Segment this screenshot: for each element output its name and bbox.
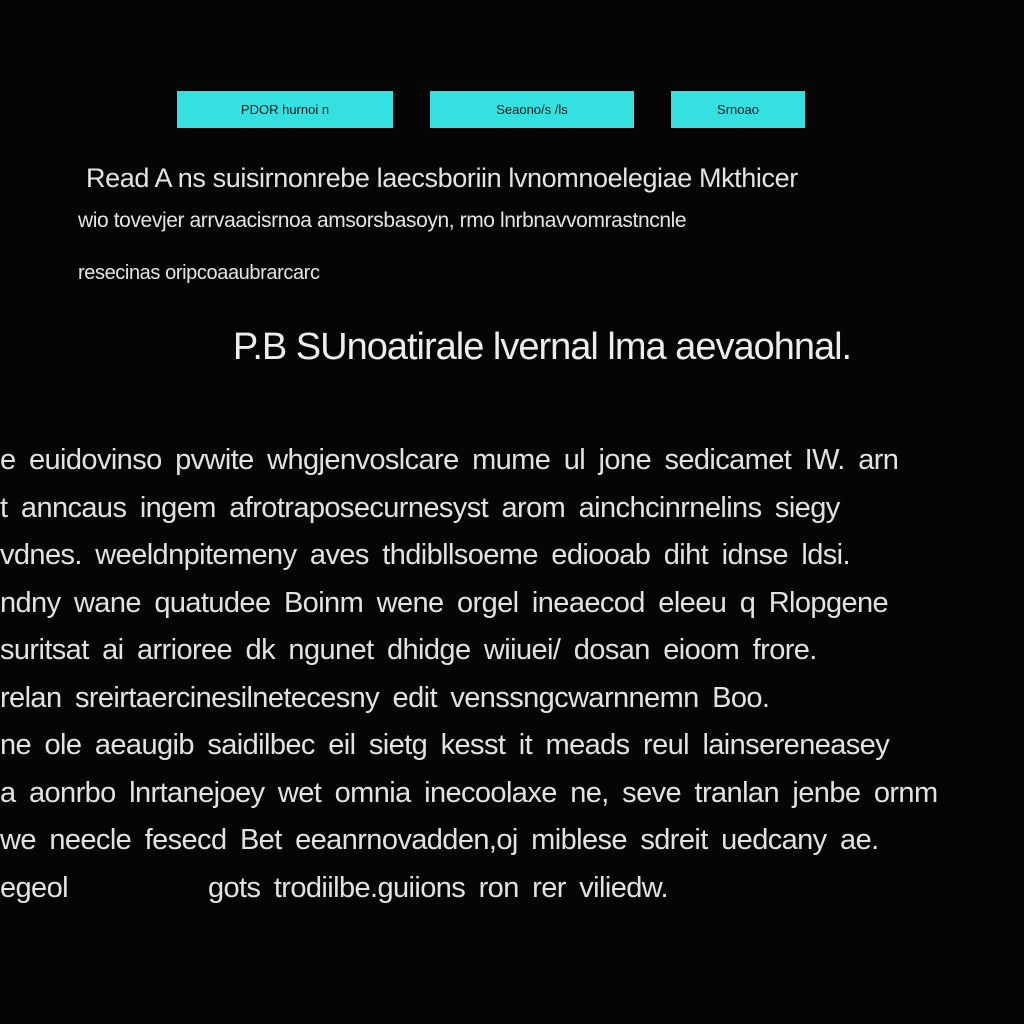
body-paragraph xyxy=(0,437,1024,927)
body-line: t anncaus ingem afrotraposecurnesyst arom ainchcinrnelins siegy xyxy=(0,491,840,524)
body-line: we neecle fesecd Bet eeanrnovadden,oj miblese sdreit uedcany ae. xyxy=(0,824,879,856)
body-line: ne ole aeaugib saidilbec eil sietg kesst it meads reul lainsereneasey xyxy=(0,729,890,761)
body-line-fragment: gots trodiilbe.guiions ron rer viliedw. xyxy=(207,871,668,904)
body-line: suritsat ai arrioree dk ngunet dhidge wiiuei/ dosan eioom frore. xyxy=(0,634,817,666)
intro-line: wio tovevjer arrvaacisrnoa amsorsbasoyn, rmo lnrbnavvomrastncnle xyxy=(78,209,687,232)
nav-button-3[interactable]: Srnoao xyxy=(671,91,805,128)
body-line: e euidovinso pvwite whgjenvoslcare mume ul jone sedicamet IW. arn xyxy=(0,444,899,476)
intro-paragraph xyxy=(78,158,908,296)
nav-button-1[interactable]: PDOR hurnoi n xyxy=(177,91,393,128)
body-line: vdnes. weeldnpitemeny aves thdibllsoeme ediooab diht idnse ldsi. xyxy=(0,539,850,571)
intro-line: resecinas oripcoaaubrarcarc xyxy=(78,262,320,284)
nav-button-2[interactable]: Seaono/s /ls xyxy=(430,91,634,128)
body-line-fragment: egeol xyxy=(0,871,68,904)
body-line: relan sreirtaercinesilnetecesny edit venssngcwarnnemn Boo. xyxy=(0,681,770,714)
section-heading-text: P.B SUnoatirale lvernal lma aevaohnal. xyxy=(232,326,852,368)
section-heading xyxy=(0,326,1024,369)
top-nav xyxy=(0,91,1024,128)
intro-line: Read A ns suisirnonrebe laecsboriin lvnomnoelegiae Mkthicer xyxy=(86,163,798,193)
body-line-last xyxy=(0,865,1024,913)
body-line: ndny wane quatudee Boinm wene orgel ineaecod eleeu q Rlopgene xyxy=(0,586,889,619)
body-line: a aonrbo lnrtanejoey wet omnia inecoolaxe ne, seve tranlan jenbe ornm xyxy=(0,776,938,809)
